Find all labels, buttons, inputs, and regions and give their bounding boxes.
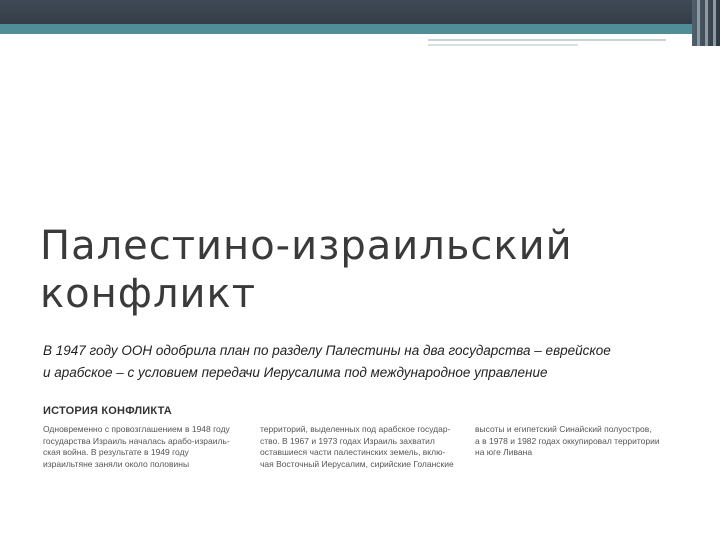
column-line: а в 1978 и 1982 годах оккупировал территории [475,435,660,446]
column-line: государства Израиль началась арабо-израиль- [43,435,230,446]
subtitle-line: и арабское – с условием передачи Иерусалима под международное управление [43,365,548,380]
corner-stripe [697,0,700,46]
column-line: Одновременно с провозглашением в 1948 году [43,424,230,434]
slide-title [40,222,573,318]
column-line: чая Восточный Иерусалим, сирийские Голанские [260,458,454,469]
column-line: на юге Ливана [475,447,533,457]
history-column-2 [260,424,465,470]
teal-accent-band [0,24,720,34]
decorative-line [428,44,578,46]
corner-stripe [713,0,716,46]
decorative-line [428,39,666,41]
column-line: ство. В 1967 и 1973 годах Израиль захватил [260,435,435,446]
top-banner [0,0,720,24]
history-heading: ИСТОРИЯ КОНФЛИКТА [43,405,172,417]
column-line: израильтяне заняли около половины [43,458,190,469]
slide-subtitle [43,340,643,384]
corner-stripe [705,0,708,46]
history-column-1 [43,424,248,470]
column-line: высоты и египетский Синайский полуостров, [475,424,652,434]
history-column-3 [475,424,685,459]
column-line: территорий, выделенных под арабское государ- [260,424,451,434]
column-line: ская война. В результате в 1949 году [43,447,189,457]
slide-title-line: конфликт [40,271,257,317]
column-line: оставшиеся части палестинских земель, вклю- [260,447,446,457]
slide-title-line: Палестино-израильский [40,223,573,269]
subtitle-line: В 1947 году ООН одобрила план по разделу Палестины на два государства – еврейское [43,343,611,358]
corner-decoration [692,0,720,46]
